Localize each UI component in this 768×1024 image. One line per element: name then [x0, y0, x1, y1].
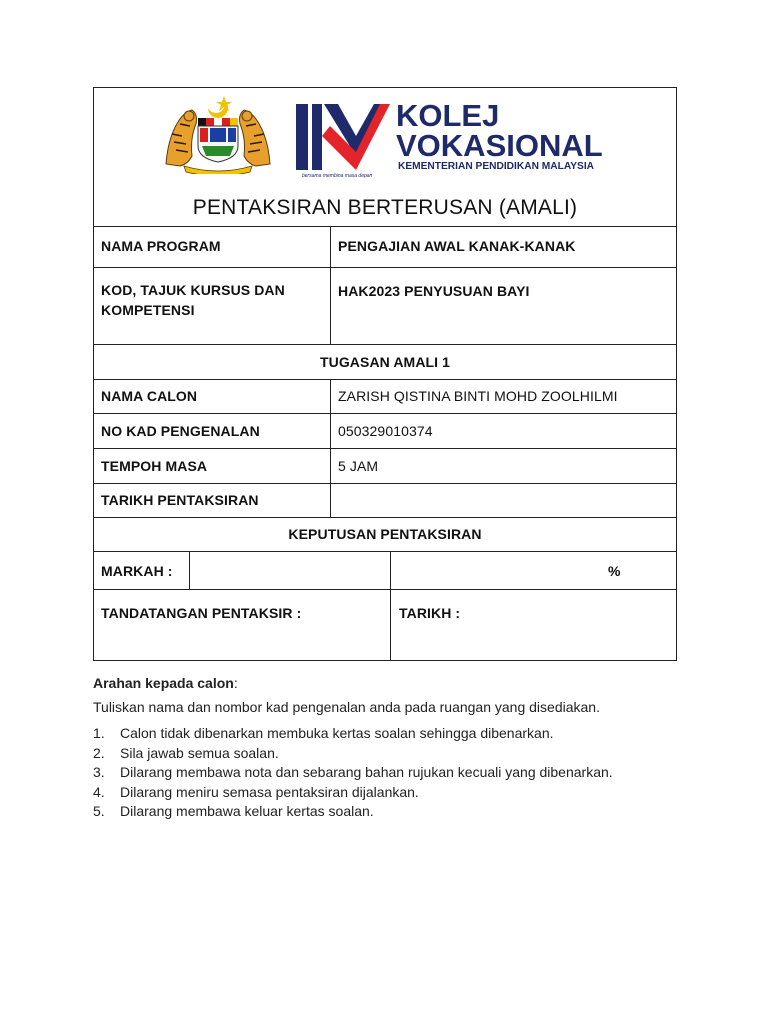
decision-title: KEPUTUSAN PENTAKSIRAN [288, 526, 482, 542]
list-number: 3. [93, 764, 105, 780]
assessment-date-label: TARIKH PENTAKSIRAN [101, 492, 259, 508]
task-title: TUGASAN AMALI 1 [319, 354, 451, 370]
instructions-heading-colon: : [233, 675, 238, 691]
divider [94, 517, 676, 518]
divider [94, 448, 676, 449]
divider [390, 551, 391, 661]
ic-value[interactable]: 050329010374 [338, 423, 433, 439]
logo-vokasional-text: VOKASIONAL [396, 128, 603, 163]
divider [94, 267, 676, 268]
divider [189, 551, 190, 589]
divider [94, 226, 676, 227]
program-value: PENGAJIAN AWAL KANAK-KANAK [338, 238, 576, 254]
divider [330, 226, 331, 344]
divider [94, 413, 676, 414]
form-title: PENTAKSIRAN BERTERUSAN (AMALI) [192, 196, 578, 219]
course-label-line2: KOMPETENSI [101, 302, 195, 318]
marks-label: MARKAH : [101, 563, 173, 579]
list-text: Dilarang meniru semasa pentaksiran dijalankan. [120, 783, 419, 800]
logo-kolej-text: KOLEJ [396, 98, 500, 133]
course-label-line1: KOD, TAJUK KURSUS DAN [101, 282, 285, 298]
instructions-intro: Tuliskan nama dan nombor kad pengenalan anda pada ruangan yang disediakan. [93, 699, 600, 715]
list-text: Dilarang membawa nota dan sebarang bahan rujukan kecuali yang dibenarkan. [120, 764, 613, 780]
program-label: NAMA PROGRAM [101, 238, 221, 254]
divider [94, 551, 676, 552]
list-number: 5. [93, 803, 105, 819]
assessment-form [93, 87, 677, 661]
divider [330, 379, 331, 517]
list-number: 4. [93, 783, 105, 800]
logo-ministry-text: KEMENTERIAN PENDIDIKAN MALAYSIA [398, 161, 595, 172]
percent-sign: % [608, 563, 621, 579]
list-item [93, 744, 648, 764]
candidate-value[interactable]: ZARISH QISTINA BINTI MOHD ZOOLHILMI [338, 388, 618, 404]
kolej-vokasional-logo [294, 96, 634, 178]
course-label [101, 280, 285, 320]
logo-tagline-text: bersama membina masa depan [302, 173, 373, 178]
divider [94, 344, 676, 345]
duration-value[interactable]: 5 JAM [338, 458, 379, 474]
list-text: Sila jawab semua soalan. [120, 744, 279, 761]
divider [94, 483, 676, 484]
ic-label: NO KAD PENGENALAN [101, 423, 260, 439]
coat-of-arms-logo [162, 94, 274, 174]
candidate-label: NAMA CALON [101, 388, 198, 404]
course-value: HAK2023 PENYUSUAN BAYI [338, 283, 530, 299]
signature-label: TANDATANGAN PENTAKSIR : [101, 605, 302, 621]
list-text: Dilarang membawa keluar kertas soalan. [120, 803, 374, 819]
instructions-heading [93, 675, 653, 691]
list-item [93, 802, 648, 822]
instructions-heading-text: Arahan kepada calon [93, 675, 234, 691]
list-number: 2. [93, 744, 105, 761]
instructions-list [93, 724, 648, 822]
divider [94, 379, 676, 380]
list-number: 1. [93, 725, 105, 741]
list-item [93, 724, 648, 744]
list-item [93, 783, 648, 803]
duration-label: TEMPOH MASA [101, 458, 208, 474]
list-item [93, 763, 648, 783]
list-text: Calon tidak dibenarkan membuka kertas soalan sehingga dibenarkan. [120, 725, 554, 741]
divider [94, 589, 676, 590]
sign-date-label: TARIKH : [399, 605, 461, 621]
